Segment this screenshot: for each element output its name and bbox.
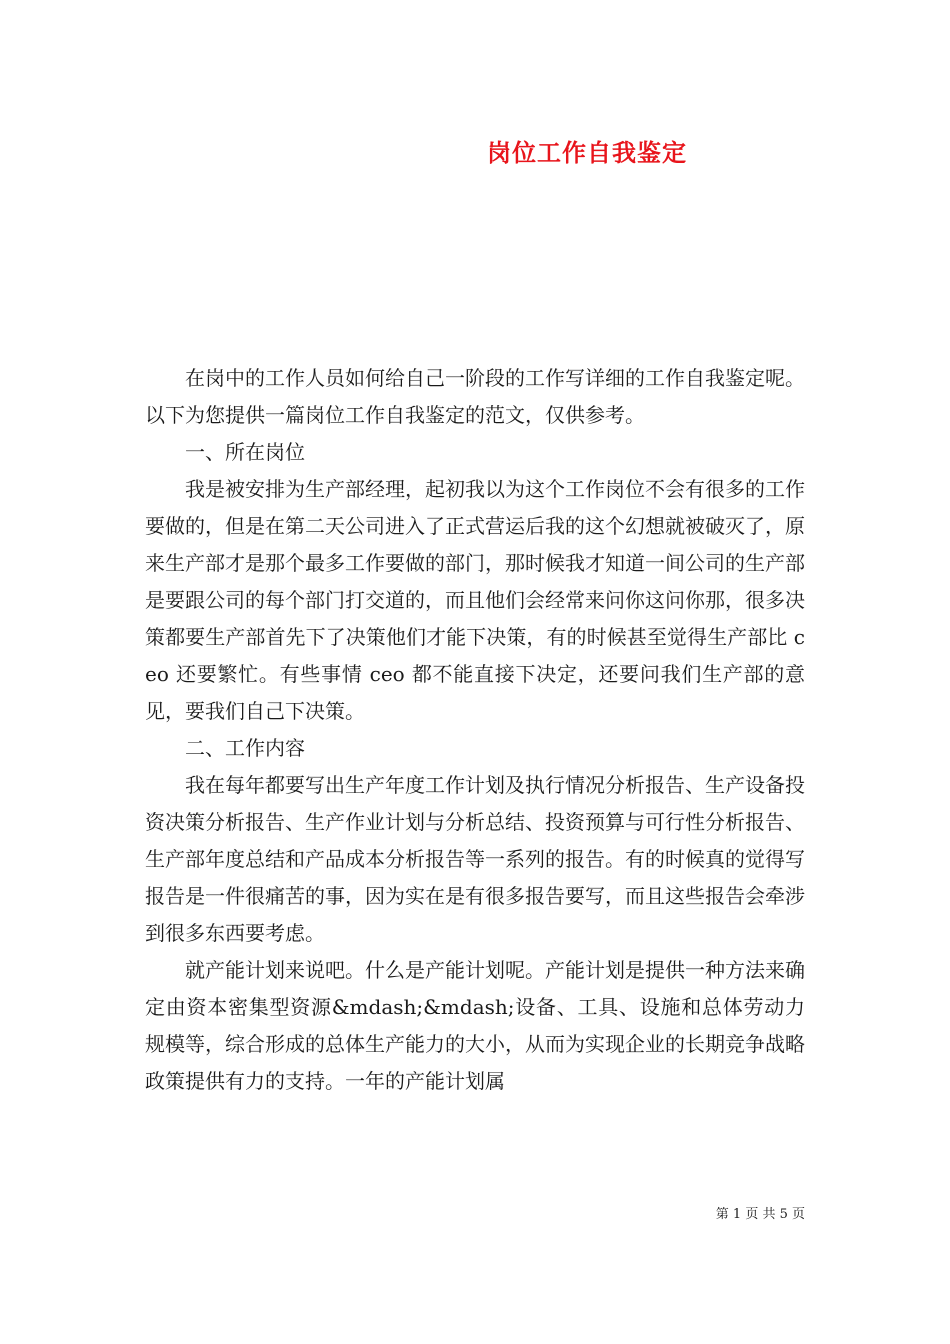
page-number: 第 1 页 共 5 页: [715, 1207, 805, 1222]
document-body: [145, 360, 805, 1100]
section-heading-position: 一、所在岗位: [185, 440, 305, 464]
paragraph-work-content: 我在每年都要写出生产年度工作计划及执行情况分析报告、生产设备投资决策分析报告、生产作业计划与分析总结、投资预算与可行性分析报告、生产部年度总结和产品成本分析报告等一系列的报告。有的时候真的觉得写报告是一件很痛苦的事，因为实在是有很多报告要写，而且这些报告会牵涉到很多东西要考虑。: [145, 773, 805, 945]
section-heading-work-content: 二、工作内容: [185, 736, 305, 760]
document-title: 岗位工作自我鉴定: [487, 139, 687, 167]
paragraph-capacity-plan: 就产能计划来说吧。什么是产能计划呢。产能计划是提供一种方法来确定由资本密集型资源&mdash;&mdash;设备、工具、设施和总体劳动力规模等，综合形成的总体生产能力的大小，从而为实现企业的长期竞争战略政策提供有力的支持。一年的产能计划属: [145, 958, 805, 1093]
paragraph-position: 我是被安排为生产部经理，起初我以为这个工作岗位不会有很多的工作要做的，但是在第二天公司进入了正式营运后我的这个幻想就被破灭了，原来生产部才是那个最多工作要做的部门，那时候我才知道一间公司的生产部是要跟公司的每个部门打交道的，而且他们会经常来问你这问你那，很多决策都要生产部首先下了决策他们才能下决策，有的时候甚至觉得生产部比 ceo 还要繁忙。有些事情 ceo 都不能直接下决定，还要问我们生产部的意见，要我们自己下决策。: [145, 477, 805, 723]
paragraph-intro: 在岗中的工作人员如何给自己一阶段的工作写详细的工作自我鉴定呢。以下为您提供一篇岗位工作自我鉴定的范文，仅供参考。: [145, 366, 805, 427]
